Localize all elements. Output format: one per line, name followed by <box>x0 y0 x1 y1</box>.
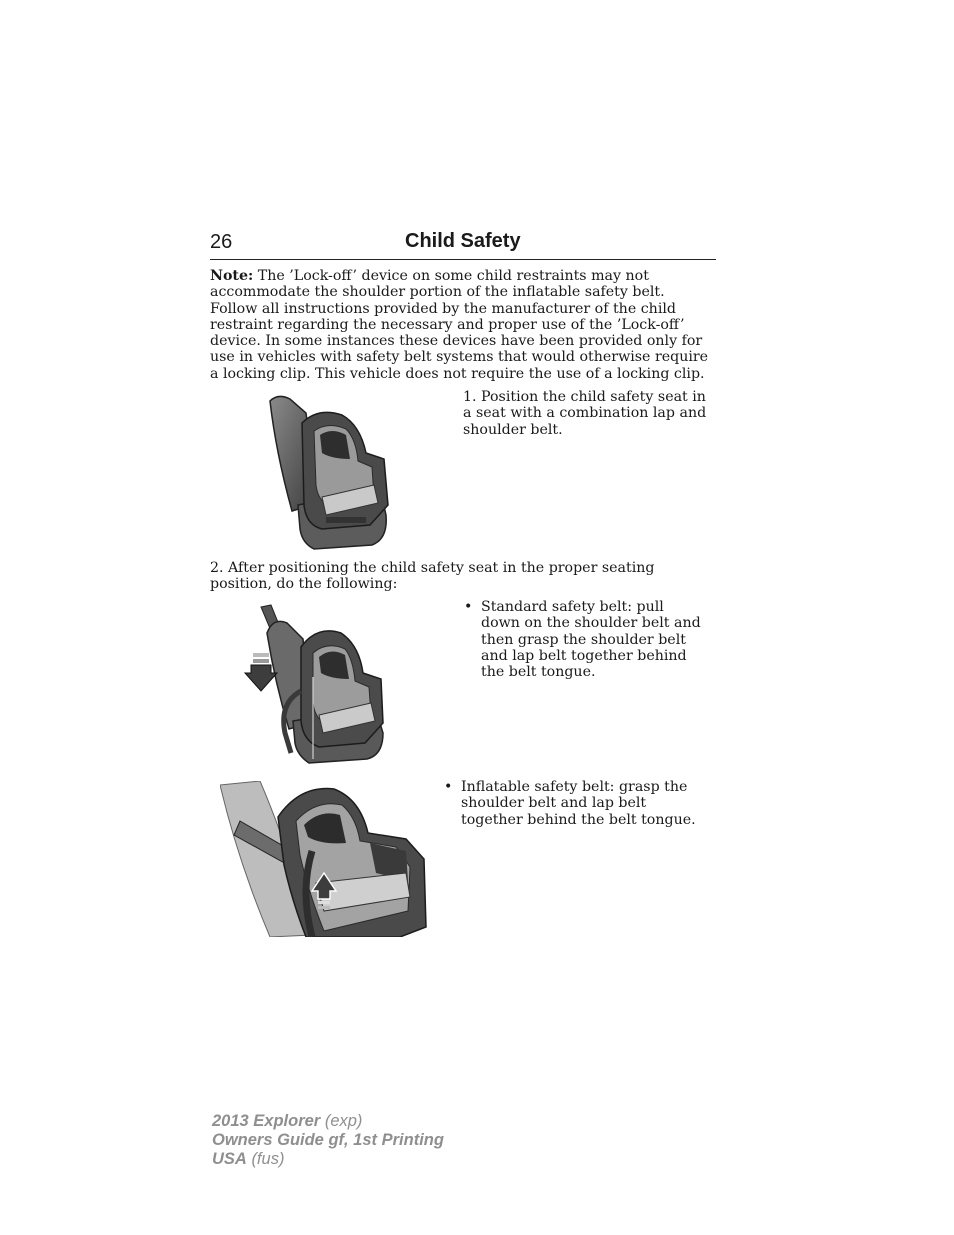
child-seat-illustration-1 <box>262 393 396 553</box>
footer-guide: Owners Guide gf, 1st Printing <box>212 1131 444 1149</box>
section-title: Child Safety <box>405 230 521 252</box>
footer-line-1 <box>212 1112 444 1131</box>
footer-model: 2013 Explorer <box>212 1112 321 1130</box>
page-header <box>210 229 716 260</box>
footer-model-code: (exp) <box>324 1112 363 1130</box>
bullet-inflatable-text: Inflatable safety belt: grasp the shoulder belt and lap belt together behind the belt tongue. <box>461 779 696 828</box>
bullet-marker: • <box>464 599 473 615</box>
bullet-standard-text: Standard safety belt: pull down on the shoulder belt and then grasp the shoulder belt and lap belt together behind the belt tongue. <box>481 599 701 681</box>
note-text: The ’Lock-off’ device on some child restraints may not accommodate the shoulder portion of the inflatable safety belt. Follow all instructions provided by the manufacturer of the child restraint regarding the necessary and proper use of the ’Lock-off’ device. In some instances these devices have been provided only for use in vehicles with safety belt systems that would otherwise require a locking clip. This vehicle does not require the use of a locking clip. <box>210 268 709 382</box>
footer-market-code: (fus) <box>251 1150 285 1168</box>
note-paragraph <box>210 268 716 382</box>
step-1-text: 1. Position the child safety seat in a seat with a combination lap and shoulder belt. <box>463 389 707 438</box>
page-footer <box>212 1112 444 1169</box>
page-number: 26 <box>210 231 233 253</box>
child-seat-illustration-2 <box>243 603 395 765</box>
child-seat-illustration-3 <box>220 781 430 937</box>
footer-line-3 <box>212 1150 444 1169</box>
footer-market: USA <box>212 1150 247 1168</box>
bullet-marker: • <box>444 779 453 795</box>
note-label: Note: <box>210 268 254 284</box>
step-2-text: 2. After positioning the child safety seat in the proper seating position, do the following: <box>210 560 655 593</box>
